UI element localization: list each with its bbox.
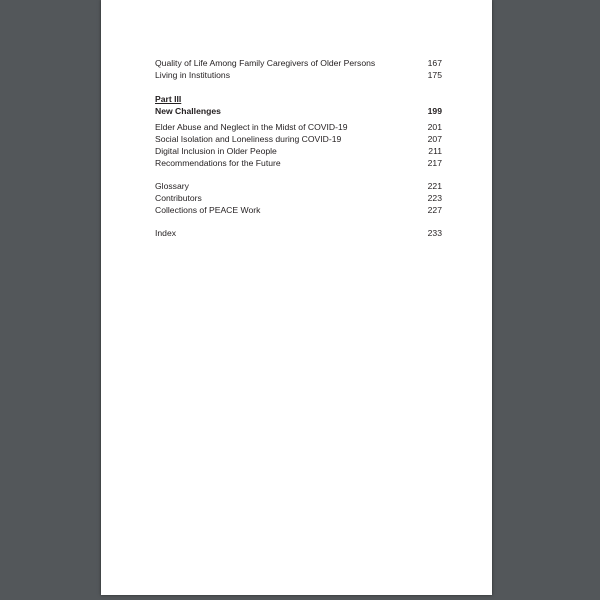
toc-entry[interactable] (155, 157, 442, 169)
toc-entry-title: Quality of Life Among Family Caregivers of Older Persons (155, 58, 376, 68)
toc-entry-title: Elder Abuse and Neglect in the Midst of COVID-19 (155, 122, 348, 132)
table-of-contents (155, 57, 442, 239)
toc-entry-page: 221 (427, 181, 442, 191)
toc-entry[interactable] (155, 204, 442, 216)
toc-entry[interactable] (155, 227, 442, 239)
toc-entry-title: Social Isolation and Loneliness during COVID-19 (155, 134, 342, 144)
part-label: Part III (155, 94, 182, 104)
document-page (101, 0, 492, 595)
toc-entry-title: Collections of PEACE Work (155, 205, 261, 215)
toc-entry[interactable] (155, 57, 442, 69)
spacer (155, 169, 442, 180)
part-heading[interactable] (155, 105, 442, 117)
toc-entry-title: Recommendations for the Future (155, 158, 281, 168)
toc-entry-page: 233 (427, 228, 442, 238)
toc-entry[interactable] (155, 192, 442, 204)
toc-entry-title: Digital Inclusion in Older People (155, 146, 277, 156)
toc-entry-page: 167 (427, 58, 442, 68)
toc-entry-page: 207 (427, 134, 442, 144)
toc-entry[interactable] (155, 133, 442, 145)
toc-entry[interactable] (155, 69, 442, 81)
toc-entry-page: 175 (427, 70, 442, 80)
spacer (155, 81, 442, 93)
toc-entry-title: Glossary (155, 181, 189, 191)
toc-entry[interactable] (155, 145, 442, 157)
part-heading-page: 199 (427, 106, 442, 116)
toc-entry-title: Living in Institutions (155, 70, 230, 80)
toc-entry-title: Contributors (155, 193, 202, 203)
toc-entry-page: 227 (427, 205, 442, 215)
toc-entry-page: 223 (427, 193, 442, 203)
toc-entry-page: 211 (428, 146, 442, 156)
toc-entry-page: 201 (427, 122, 442, 132)
toc-entry[interactable] (155, 180, 442, 192)
toc-entry-page: 217 (427, 158, 442, 168)
spacer (155, 216, 442, 227)
toc-entry[interactable] (155, 121, 442, 133)
part-heading-title: New Challenges (155, 106, 221, 116)
toc-entry-title: Index (155, 228, 177, 238)
